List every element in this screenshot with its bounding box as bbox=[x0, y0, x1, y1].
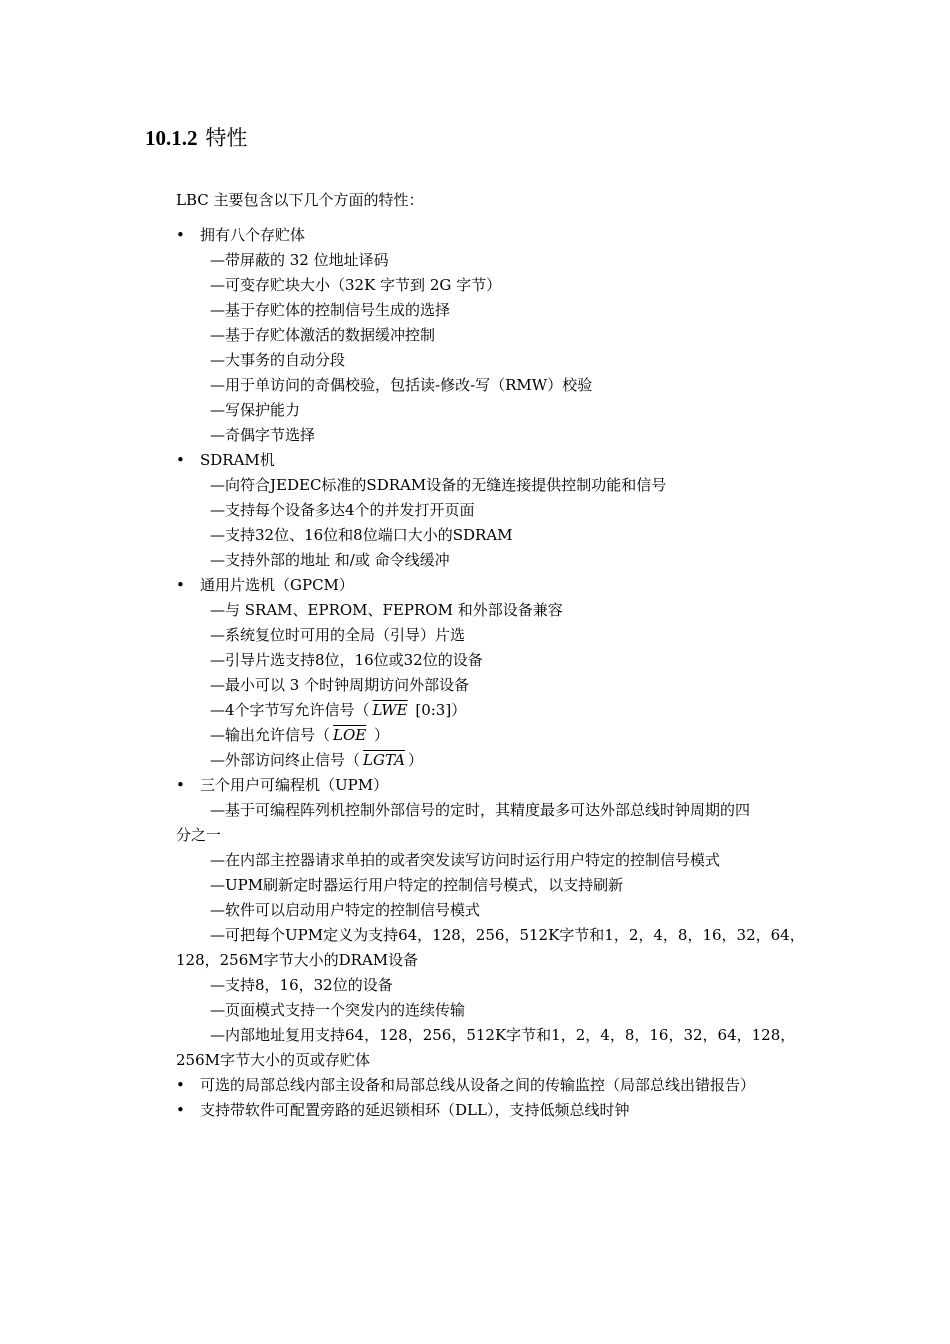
list-item: —支持32位、16位和8位端口大小的SDRAM bbox=[210, 526, 513, 544]
bullet-title: 三个用户可编程机（UPM） bbox=[200, 776, 389, 794]
list-item: —UPM刷新定时器运行用户特定的控制信号模式，以支持刷新 bbox=[210, 876, 624, 894]
bullet-title: 通用片选机（GPCM） bbox=[200, 576, 354, 594]
list-item-continuation: 256M字节大小的页或存贮体 bbox=[176, 1051, 370, 1069]
list-item: —大事务的自动分段 bbox=[210, 351, 346, 369]
list-item: —软件可以启动用户特定的控制信号模式 bbox=[210, 901, 481, 919]
list-item: —可把每个UPM定义为支持64，128，256，512K字节和1，2，4，8，16，32，64， bbox=[210, 926, 805, 944]
list-item: —向符合JEDEC标准的SDRAM设备的无缝连接提供控制功能和信号 bbox=[210, 476, 667, 494]
bullet-title: 可选的局部总线内部主设备和局部总线从设备之间的传输监控（局部总线出错报告） bbox=[200, 1076, 756, 1094]
signal-suffix: [0:3]） bbox=[410, 701, 467, 719]
bullet-marker: • bbox=[176, 776, 185, 794]
list-item: —奇偶字节选择 bbox=[210, 426, 316, 444]
bullet-marker: • bbox=[176, 1076, 185, 1094]
list-item: —支持每个设备多达4个的并发打开页面 bbox=[210, 501, 475, 519]
list-item: —支持8，16，32位的设备 bbox=[210, 976, 393, 994]
list-item: —引导片选支持8位，16位或32位的设备 bbox=[210, 651, 483, 669]
list-item: —写保护能力 bbox=[210, 401, 301, 419]
signal-name-lwe: $\overline{LWE}$ bbox=[372, 701, 408, 719]
intro-text: LBC 主要包含以下几个方面的特性： bbox=[176, 191, 424, 209]
list-item: —用于单访问的奇偶校验，包括读-修改-写（RMW）校验 bbox=[210, 376, 593, 394]
bullet-marker: • bbox=[176, 226, 185, 244]
list-item: —页面模式支持一个突发内的连续传输 bbox=[210, 1001, 466, 1019]
bullet-marker: • bbox=[176, 1101, 185, 1119]
list-item: —在内部主控器请求单拍的或者突发读写访问时运行用户特定的控制信号模式 bbox=[210, 851, 721, 869]
signal-desc: —4个字节写允许信号（ bbox=[210, 701, 370, 719]
list-item: —支持外部的地址 和/或 命令线缓冲 bbox=[210, 551, 450, 569]
bullet-marker: • bbox=[176, 451, 185, 469]
section-title: 特性 bbox=[205, 126, 248, 150]
list-item-signal bbox=[210, 725, 389, 745]
signal-desc: —输出允许信号（ bbox=[210, 726, 331, 744]
list-item-continuation: 128，256M字节大小的DRAM设备 bbox=[176, 951, 419, 969]
signal-suffix: ） bbox=[407, 751, 423, 769]
list-item: —内部地址复用支持64，128，256，512K字节和1，2，4，8，16，32，64，128， bbox=[210, 1026, 796, 1044]
section-heading bbox=[145, 122, 248, 152]
list-item-signal bbox=[210, 700, 466, 720]
list-item: —系统复位时可用的全局（引导）片选 bbox=[210, 626, 466, 644]
list-item: —基于存贮体激活的数据缓冲控制 bbox=[210, 326, 436, 344]
list-item: —最小可以 3 个时钟周期访问外部设备 bbox=[210, 676, 470, 694]
signal-name-loe: $\overline{LOE}$ bbox=[333, 726, 367, 744]
list-item: —与 SRAM、EPROM、FEPROM 和外部设备兼容 bbox=[210, 601, 563, 619]
bullet-title: 拥有八个存贮体 bbox=[200, 226, 306, 244]
list-item: —基于存贮体的控制信号生成的选择 bbox=[210, 301, 451, 319]
signal-desc: —外部访问终止信号（ bbox=[210, 751, 361, 769]
list-item-continuation: 分之一 bbox=[176, 826, 222, 844]
list-item-signal bbox=[210, 750, 423, 770]
bullet-title: 支持带软件可配置旁路的延迟锁相环（DLL），支持低频总线时钟 bbox=[200, 1101, 630, 1119]
list-item: —基于可编程阵列机控制外部信号的定时，其精度最多可达外部总线时钟周期的四 bbox=[210, 801, 751, 819]
section-number: 10.1.2 bbox=[145, 126, 198, 150]
list-item: —带屏蔽的 32 位地址译码 bbox=[210, 251, 389, 269]
signal-name-lgta: LGTA bbox=[363, 751, 405, 769]
bullet-title: SDRAM机 bbox=[200, 451, 275, 469]
list-item: —可变存贮块大小（32K 字节到 2G 字节） bbox=[210, 276, 502, 294]
bullet-marker: • bbox=[176, 576, 185, 594]
signal-suffix: ） bbox=[369, 726, 390, 744]
